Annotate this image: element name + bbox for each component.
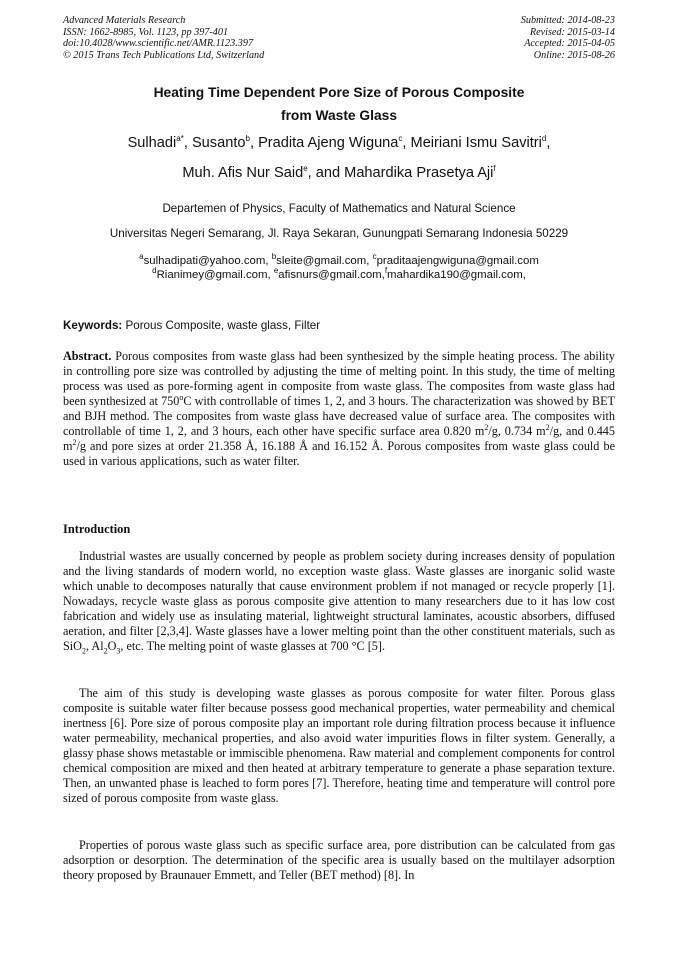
keywords-label: Keywords: — [63, 319, 123, 332]
journal-copyright: © 2015 Trans Tech Publications Ltd, Switzerland — [63, 49, 265, 61]
intro-paragraph-3: Properties of porous waste glass such as specific surface area, pore distribution can be calculated from gas adsorption or desorption. The determination of the specific area is usually based on the multilayer adsorption theory proposed by Braunauer Emmett, and Teller (BET method) [8]. In — [63, 838, 615, 882]
affiliation-line-2: Universitas Negeri Semarang, Jl. Raya Sekaran, Gunungpati Semarang Indonesia 50229 — [109, 227, 569, 240]
date-accepted: Accepted: 2015-04-05 — [524, 38, 615, 50]
abstract-label: Abstract. — [63, 349, 112, 363]
email-mark: c — [372, 252, 377, 262]
superscript-2: 2 — [545, 422, 550, 432]
journal-issn: ISSN: 1662-8985, Vol. 1123, pp 397-401 — [63, 26, 229, 38]
author-name: Susanto — [191, 135, 246, 151]
abstract — [63, 349, 615, 469]
title-line-2: from Waste Glass — [280, 108, 398, 123]
author-mark: d — [541, 134, 547, 144]
email-mark: b — [271, 252, 277, 262]
journal-info — [63, 15, 264, 61]
author-mark: c — [398, 134, 403, 144]
keywords-text: Porous Composite, waste glass, Filter — [125, 319, 321, 332]
date-revised: Revised: 2015-03-14 — [529, 26, 615, 38]
intro-paragraph-1 — [63, 549, 615, 654]
subscript-3: 3 — [116, 646, 121, 656]
abstract-text: Porous composites from waste glass had been synthesized by the simple heating process. The ability in controlling pore size was controlled by adjusting the time of melting point. In this study, the time of melting process was used as pore-forming agent in composite from waste glass. The composites from waste glass had been synthesized at 750 — [63, 349, 616, 408]
author-name: Meiriani Ismu Savitri — [410, 135, 542, 151]
email-mark: f — [384, 266, 388, 276]
email-mark: d — [152, 266, 157, 276]
subscript-2: 2 — [103, 646, 108, 656]
degree-mark: o — [179, 392, 184, 402]
email-e[interactable]: afisnurs@gmail.com, — [278, 269, 385, 281]
author-name: Mahardika Prasetya Aji — [344, 165, 494, 181]
superscript-2: 2 — [72, 437, 77, 447]
email-mark: e — [273, 266, 279, 276]
abstract-text: C with controllable of times 1, 2, and 3 hours. The characterization was showed by BET and BJH method. The composites from waste glass have decreased value of surface area. The composites with controllable of time 1, 2, and 3 hours, each other have specific surface area 0.820 m — [63, 394, 615, 438]
author-name: Sulhadi — [127, 135, 177, 151]
author-name: Muh. Afis Nur Said — [182, 165, 304, 181]
superscript-2: 2 — [484, 422, 489, 432]
email-line-1 — [63, 254, 615, 268]
author-line-1: Sulhadi$^{a*}$, Susanto$^b$, Pradita Ajeng Wiguna$^c$, Meiriani Ismu Savitri$^d$, — [127, 134, 551, 151]
email-a[interactable]: sulhadipati@yahoo.com, — [143, 255, 269, 267]
journal-doi: doi:10.4028/www.scientific.net/AMR.1123.397 — [63, 38, 254, 50]
title-line-1: Heating Time Dependent Pore Size of Porous Composite — [153, 85, 525, 100]
affiliation-line-1: Departemen of Physics, Faculty of Mathematics and Natural Science — [162, 202, 516, 215]
author-line-2: Muh. Afis Nur Said$^e$, and Mahardika Prasetya Aji$^f$ — [182, 164, 496, 181]
date-submitted: Submitted: 2014-08-23 — [520, 15, 615, 26]
email-d[interactable]: Rianimey@gmail.com, — [156, 269, 271, 281]
author-emails — [63, 254, 615, 282]
section-heading-introduction: Introduction — [63, 522, 131, 536]
author-list — [63, 128, 615, 188]
author-mark: e — [303, 164, 308, 174]
abstract-text: /g, and 0.445 m — [63, 424, 615, 453]
author-mark: b — [245, 134, 250, 144]
email-mark: a — [139, 252, 144, 262]
keywords — [63, 319, 615, 333]
journal-name: Advanced Materials Research — [63, 15, 186, 26]
author-name: Pradita Ajeng Wiguna — [258, 135, 399, 151]
email-b[interactable]: sleite@gmail.com, — [276, 255, 370, 267]
paragraph-text: O — [107, 639, 117, 653]
subscript-2: 2 — [81, 646, 86, 656]
intro-paragraph-2: The aim of this study is developing waste glasses as porous composite for water filter. Porous glass composite is suitable water filter because possess good mechanical properties, water permeability and chemical inertness [6]. Pore size of porous composite play an important role during filtration process because it influence water permeability, mechanical properties, and also avoid water impurities flows in filter system. Generally, a glassy phase shows metastable or immiscible phenomena. Raw material and complement components for control chemical composition are mixed and then heated at arbitrary temperature to generate a phase separation texture. Then, an unwanted phase is leached to form pores [7]. Therefore, heating time and temperature will control pore sized of porous composite from waste glass. — [63, 686, 615, 805]
date-online: Online: 2015-08-26 — [533, 49, 615, 61]
email-f[interactable]: mahardika190@gmail.com, — [387, 269, 526, 281]
submission-dates — [521, 15, 615, 61]
abstract-text: /g, 0.734 m — [488, 424, 546, 438]
author-mark: f — [493, 164, 496, 174]
paper-title — [63, 81, 615, 127]
paragraph-text: , etc. The melting point of waste glasses at 700 °C [5]. — [120, 639, 385, 653]
email-line-2 — [63, 268, 615, 282]
paragraph-text: Industrial wastes are usually concerned by people as problem society during increases density of population and the living standards of modern world, no exception waste glass. Waste glasses are inorganic solid waste which unable to decomposes naturally that cause environment problem if not managed or recycle properly [1]. Nowadays, recycle waste glass as porous composite give attention to many researchers due to it has low cost fabrication and widely use as insulating material, lightweight structural laminates, acoustic absorbers, diffused aeration, and filter [2,3,4]. Waste glasses have a lower melting point than the other constituent materials, such as SiO — [63, 549, 615, 653]
author-mark: a* — [176, 134, 184, 144]
abstract-text: /g and pore sizes at order 21.358 Å, 16.188 Å and 16.152 Å. Porous composites from waste glass could be used in various applications, such as water filter. — [63, 439, 615, 468]
paragraph-text: , Al — [85, 639, 104, 653]
email-c[interactable]: praditaajengwiguna@gmail.com — [376, 255, 539, 267]
